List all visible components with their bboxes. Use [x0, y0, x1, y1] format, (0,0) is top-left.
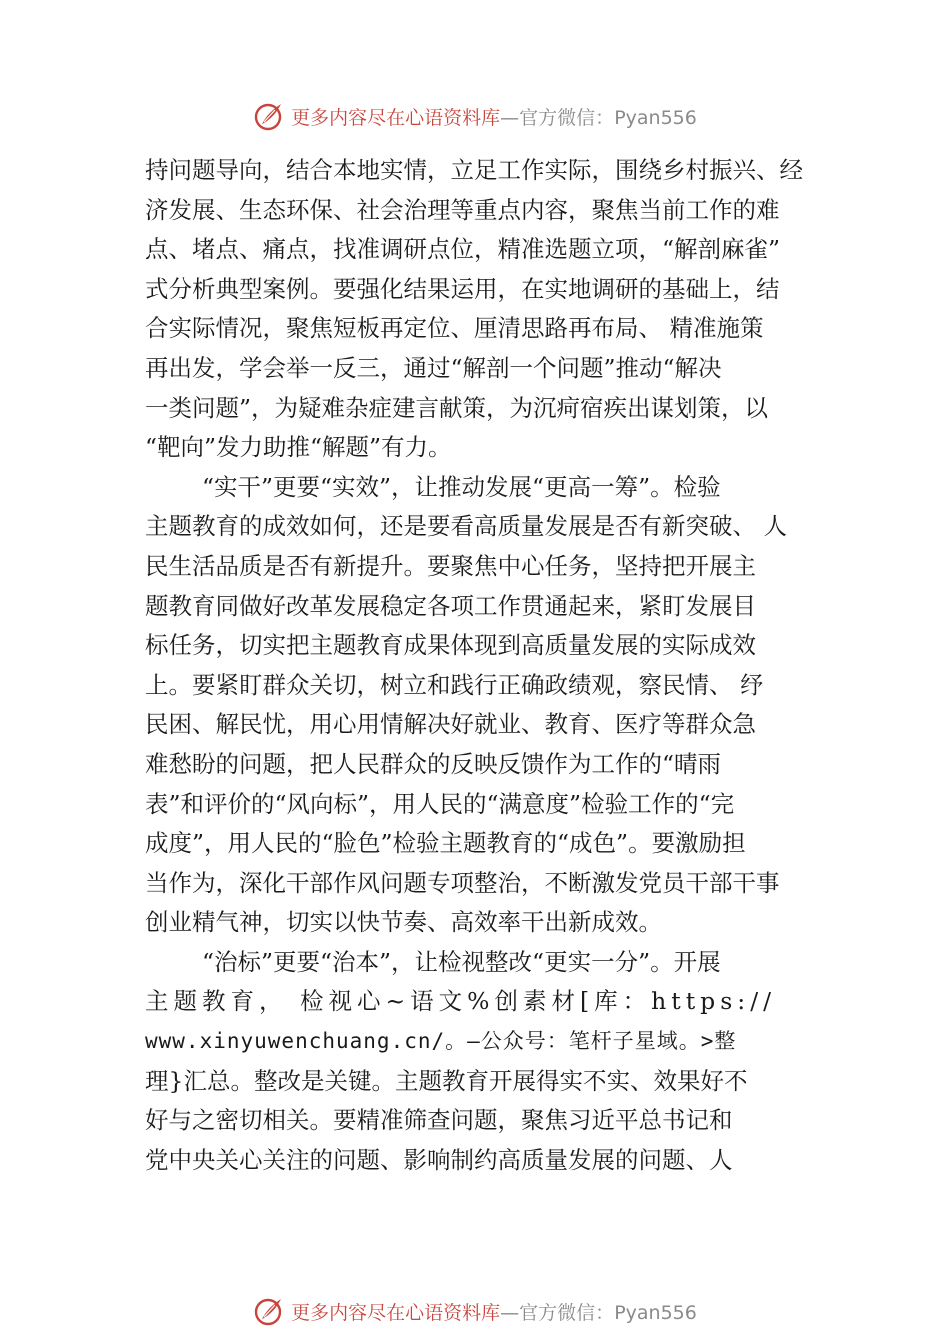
text-line: 当作为，深化干部作风问题专项整治，不断激发党员干部干事	[145, 868, 780, 897]
text-line: 成度”，用人民的“脸色”检验主题教育的“成色”。要激励担	[145, 829, 746, 858]
document-body	[145, 151, 817, 1180]
quill-logo-icon	[253, 100, 285, 132]
text-line: 合实际情况，聚焦短板再定位、厘清思路再布局、 精准施策	[145, 314, 764, 343]
banner-title: 更多内容尽在心语资料库	[291, 1301, 501, 1324]
text-line: 一类问题”，为疑难杂症建言献策，为沉疴宿疾出谋划策，以	[145, 393, 769, 422]
text-line: 表”和评价的“风向标”，用人民的“满意度”检验工作的“完	[145, 789, 735, 818]
text-line: 标任务，切实把主题教育成果体现到高质量发展的实际成效	[145, 631, 756, 660]
text-line: 上。要紧盯群众关切，树立和践行正确政绩观，察民情、 纾	[145, 670, 764, 699]
text-line: 民困、解民忧，用心用情解决好就业、教育、医疗等群众急	[145, 710, 756, 739]
banner-dash: —	[500, 1301, 520, 1324]
text-line: 党中央关心关注的问题、影响制约高质量发展的问题、人	[145, 1145, 733, 1174]
banner-title: 更多内容尽在心语资料库	[291, 106, 501, 129]
header-banner	[0, 96, 950, 136]
text-line: 民生活品质是否有新提升。要聚焦中心任务，坚持把开展主	[145, 551, 756, 580]
text-line: 难愁盼的问题，把人民群众的反映反馈作为工作的“晴雨	[145, 749, 722, 778]
text-line: 主题教育的成效如何，还是要看高质量发展是否有新突破、 人	[145, 512, 787, 541]
banner-wechat-label: 官方微信：	[519, 106, 615, 129]
text-line: 理}汇总。整改是关键。主题教育开展得实不实、效果好不	[145, 1066, 748, 1095]
text-line: 济发展、生态环保、社会治理等重点内容，聚焦当前工作的难	[145, 195, 780, 224]
banner-wechat-label: 官方微信：	[519, 1301, 615, 1324]
text-line: 式分析典型案例。要强化结果运用，在实地调研的基础上，结	[145, 274, 780, 303]
text-line: 好与之密切相关。要精准筛查问题，聚焦习近平总书记和	[145, 1106, 733, 1135]
banner-wechat-id: Pyan556	[614, 1301, 697, 1324]
quill-logo-icon	[253, 1295, 285, 1327]
text-line: 主题教育， 检视心~语文%创素材[库：https://	[145, 987, 777, 1016]
url-line: www.xinyuwenchuang.cn/。—公众号：笔杆子星域。>整	[145, 1029, 737, 1054]
text-line: 再出发，学会举一反三，通过“解剖一个问题”推动“解决	[145, 353, 722, 382]
text-line: 题教育同做好改革发展稳定各项工作贯通起来，紧盯发展目	[145, 591, 756, 620]
text-line: 持问题导向，结合本地实情，立足工作实际，围绕乡村振兴、经	[145, 156, 803, 184]
banner-dash: —	[500, 106, 520, 129]
text-line: “靶向”发力助推“解题”有力。	[145, 433, 452, 462]
text-line: 点、堵点、痛点，找准调研点位，精准选题立项，“解剖麻雀”	[145, 235, 781, 264]
banner-wechat-id: Pyan556	[614, 106, 697, 129]
footer-banner	[0, 1291, 950, 1331]
paragraph-start-line: “治标”更要“治本”，让检视整改“更实一分”。开展	[202, 947, 721, 976]
paragraph-start-line: “实干”更要“实效”，让推动发展“更高一筹”。检验	[202, 472, 721, 501]
text-line: 创业精气神，切实以快节奏、高效率干出新成效。	[145, 908, 662, 937]
